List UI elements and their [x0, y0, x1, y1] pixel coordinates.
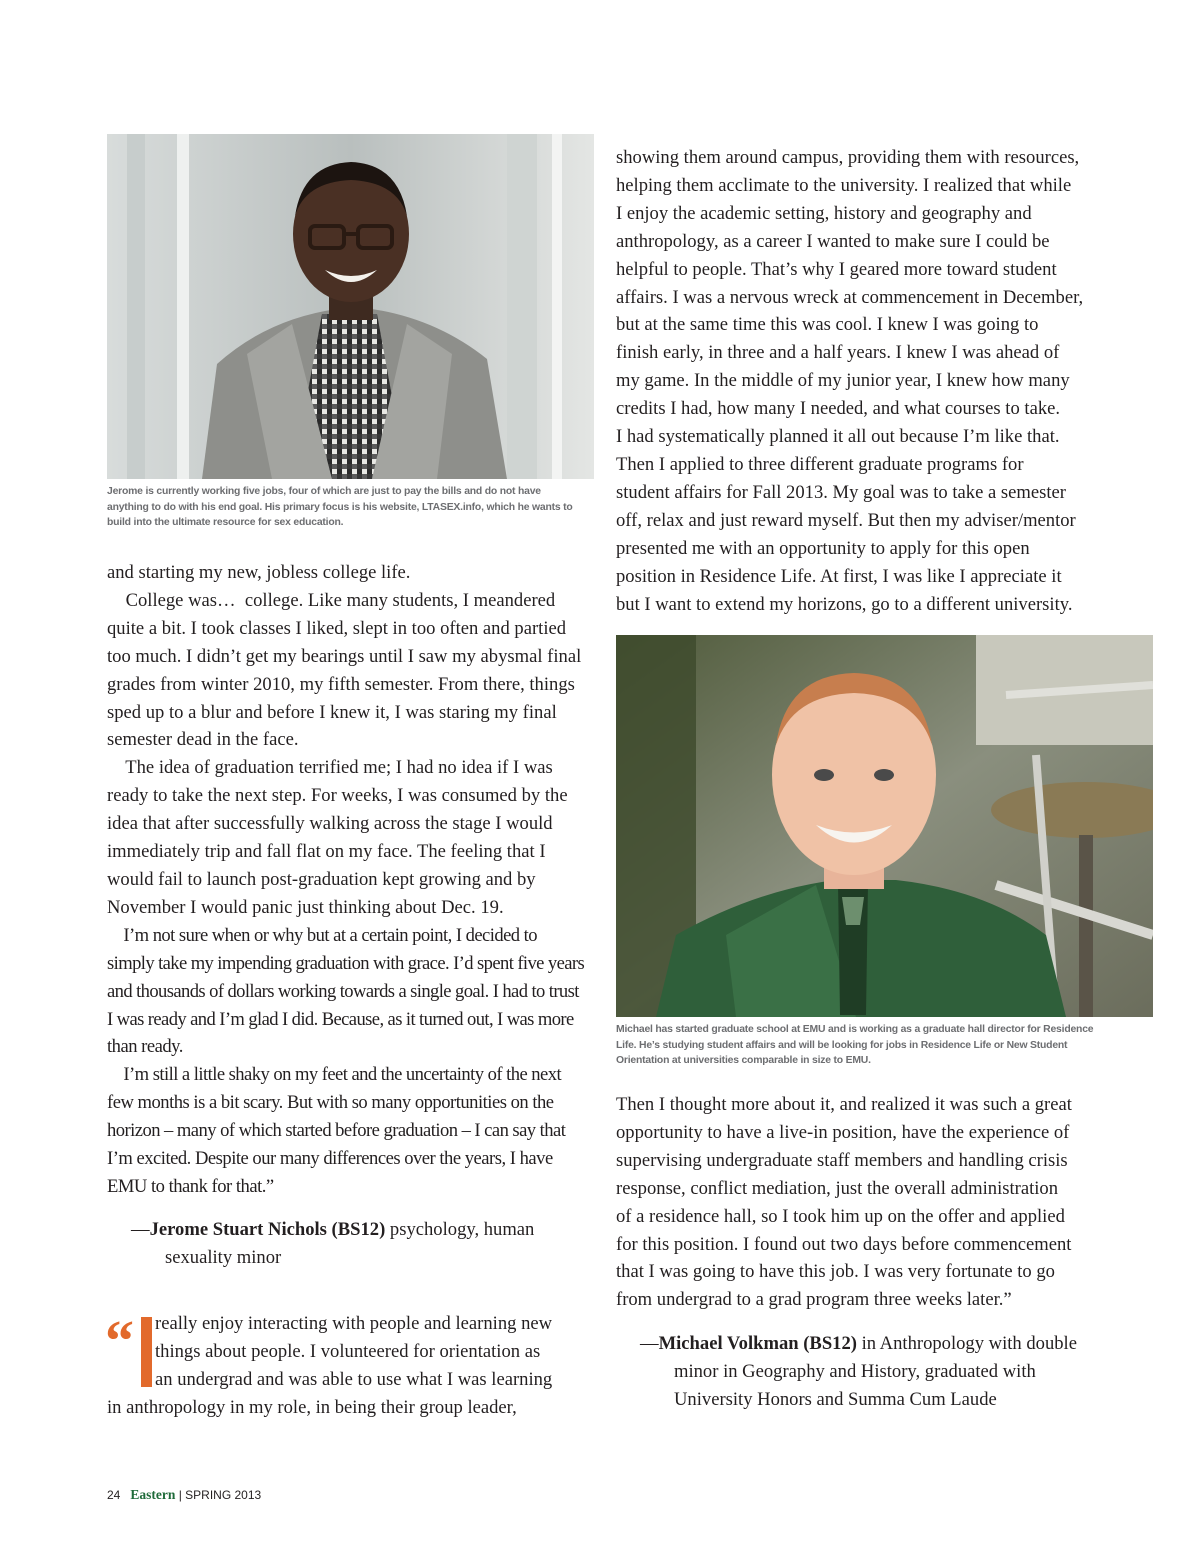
story-line: anthropology, as a career I wanted to make sure I could be [616, 230, 1050, 252]
attribution-name: Michael Volkman (BS12) [658, 1333, 857, 1354]
story-line: affairs. I was a nervous wreck at commencement in December, [616, 286, 1084, 308]
story-line: College was… college. Like many students, I meandered [107, 589, 556, 611]
story-line: The idea of graduation terrified me; I had no idea if I was [107, 757, 553, 779]
story-line: student affairs for Fall 2013. My goal was to take a semester [616, 481, 1066, 503]
story-line: my game. In the middle of my junior year, I knew how many [616, 370, 1070, 392]
photo-michael-image [616, 635, 1153, 1017]
story-line: I enjoy the academic setting, history and geography and [616, 202, 1032, 224]
story-line: immediately trip and fall flat on my face. The feeling that I [107, 841, 546, 863]
quote-line: in anthropology in my role, in being their group leader, [107, 1396, 517, 1418]
caption-line: anything to do with his end goal. His primary focus is his website, LTASEX.info, which he wants to [107, 501, 573, 513]
story-line: November I would panic just thinking about Dec. 19. [107, 896, 504, 918]
story-line: helpful to people. That’s why I geared more toward student [616, 258, 1057, 280]
story-line: presented me with an opportunity to apply for this open [616, 537, 1030, 559]
story-line: for this position. I found out two days before commencement [616, 1233, 1072, 1255]
story-line: sped up to a blur and before I knew it, I was staring my final [107, 701, 557, 723]
quote-line: things about people. I volunteered for orientation as [155, 1340, 541, 1362]
story-line: and starting my new, jobless college life. [107, 562, 411, 583]
story-line: Then I thought more about it, and realized it was such a great [616, 1094, 1072, 1115]
story-line: off, relax and just reward myself. But then my adviser/mentor [616, 509, 1076, 531]
story-line: that I was going to have this job. I was very fortunate to go [616, 1261, 1055, 1283]
caption-line: Jerome is currently working five jobs, four of which are just to pay the bills and do not have [107, 486, 541, 497]
story-line: and thousands of dollars working towards a single goal. I had to trust [107, 980, 579, 1002]
left-column-story [107, 559, 595, 1201]
story-line: too much. I didn’t get my bearings until I saw my abysmal final [107, 645, 582, 667]
story-line: than ready. [107, 1036, 183, 1058]
story-line: response, conflict mediation, just the overall administration [616, 1177, 1059, 1199]
story-line: ready to take the next step. For weeks, I was consumed by the [107, 785, 568, 807]
michael-attribution: —Michael Volkman (BS12) in Anthropology with double minor in Geography and History, graduated with University Honors and Summa Cum Laude [640, 1330, 1120, 1414]
story-line: EMU to thank for that.” [107, 1175, 274, 1197]
story-line: quite a bit. I took classes I liked, slept in too often and partied [107, 617, 567, 639]
magazine-name: Eastern [130, 1487, 176, 1502]
caption-line: Life. He’s studying student affairs and will be looking for jobs in Residence Life or New Student [616, 1039, 1068, 1051]
attribution-detail: sexuality minor [165, 1246, 282, 1268]
story-line: finish early, in three and a half years. I knew I was ahead of [616, 342, 1060, 364]
story-line: horizon – many of which started before graduation – I can say that [107, 1120, 566, 1142]
attribution-detail: minor in Geography and History, graduated with [674, 1360, 1036, 1382]
caption-line: Michael has started graduate school at EMU and is working as a graduate hall director for Residence [616, 1024, 1094, 1035]
story-line: opportunity to have a live-in position, have the experience of [616, 1121, 1070, 1143]
story-line: I’m not sure when or why but at a certain point, I decided to [107, 924, 537, 946]
photo-michael [616, 635, 1153, 1017]
caption-line: Orientation at universities comparable in size to EMU. [616, 1055, 871, 1067]
story-line: credits I had, how many I needed, and what courses to take. [616, 398, 1061, 420]
caption-line: build into the ultimate resource for sex education. [107, 517, 344, 529]
story-line: Then I applied to three different graduate programs for [616, 453, 1024, 475]
jerome-attribution: —Jerome Stuart Nichols (BS12) psychology, human sexuality minor [131, 1216, 591, 1272]
michael-quote-intro [107, 1310, 595, 1422]
attribution-detail: in Anthropology with double [856, 1333, 1077, 1354]
story-line: but at the same time this was cool. I knew I was going to [616, 314, 1039, 336]
story-line: position in Residence Life. At first, I was like I appreciate it [616, 565, 1062, 587]
story-line: would fail to launch post-graduation kept growing and by [107, 868, 536, 890]
story-line: semester dead in the face. [107, 729, 299, 751]
page-footer [107, 1487, 261, 1503]
story-line: idea that after successfully walking across the stage I would [107, 813, 553, 835]
story-line: I was ready and I’m glad I did. Because, as it turned out, I was more [107, 1008, 574, 1030]
open-quote-mark: “ [105, 1308, 134, 1373]
story-line: but I want to extend my horizons, go to a different university. [616, 593, 1073, 615]
attribution-detail: psychology, human [385, 1219, 535, 1240]
photo-michael-caption [616, 1022, 1153, 1069]
story-line: few months is a bit scary. But with so many opportunities on the [107, 1092, 554, 1114]
story-line: grades from winter 2010, my fifth semester. From there, things [107, 673, 575, 695]
story-line: I’m excited. Despite our many differences over the years, I have [107, 1148, 553, 1170]
photo-jerome-caption [107, 484, 594, 531]
page-number: 24 [107, 1488, 121, 1502]
photo-jerome [107, 134, 594, 479]
story-line: I’m still a little shaky on my feet and the uncertainty of the next [107, 1064, 562, 1086]
attribution-name: Jerome Stuart Nichols (BS12) [149, 1219, 386, 1240]
right-column-story-top [616, 144, 1110, 618]
right-column-story-bottom [616, 1091, 1110, 1314]
story-line: supervising undergraduate staff members and handling crisis [616, 1149, 1068, 1171]
quote-line: an undergrad and was able to use what I was learning [155, 1368, 553, 1390]
photo-jerome-image [107, 134, 594, 479]
story-line: showing them around campus, providing them with resources, [616, 147, 1080, 168]
story-line: of a residence hall, so I took him up on the offer and applied [616, 1205, 1065, 1227]
attribution-detail: University Honors and Summa Cum Laude [674, 1388, 997, 1410]
story-line: I had systematically planned it all out because I’m like that. [616, 426, 1060, 448]
story-line: simply take my impending graduation with grace. I’d spent five years [107, 952, 585, 974]
story-line: from undergrad to a grad program three weeks later.” [616, 1289, 1012, 1311]
issue-label: | SPRING 2013 [178, 1488, 262, 1502]
quote-line: really enjoy interacting with people and learning new [155, 1313, 553, 1334]
story-line: helping them acclimate to the university. I realized that while [616, 174, 1072, 196]
